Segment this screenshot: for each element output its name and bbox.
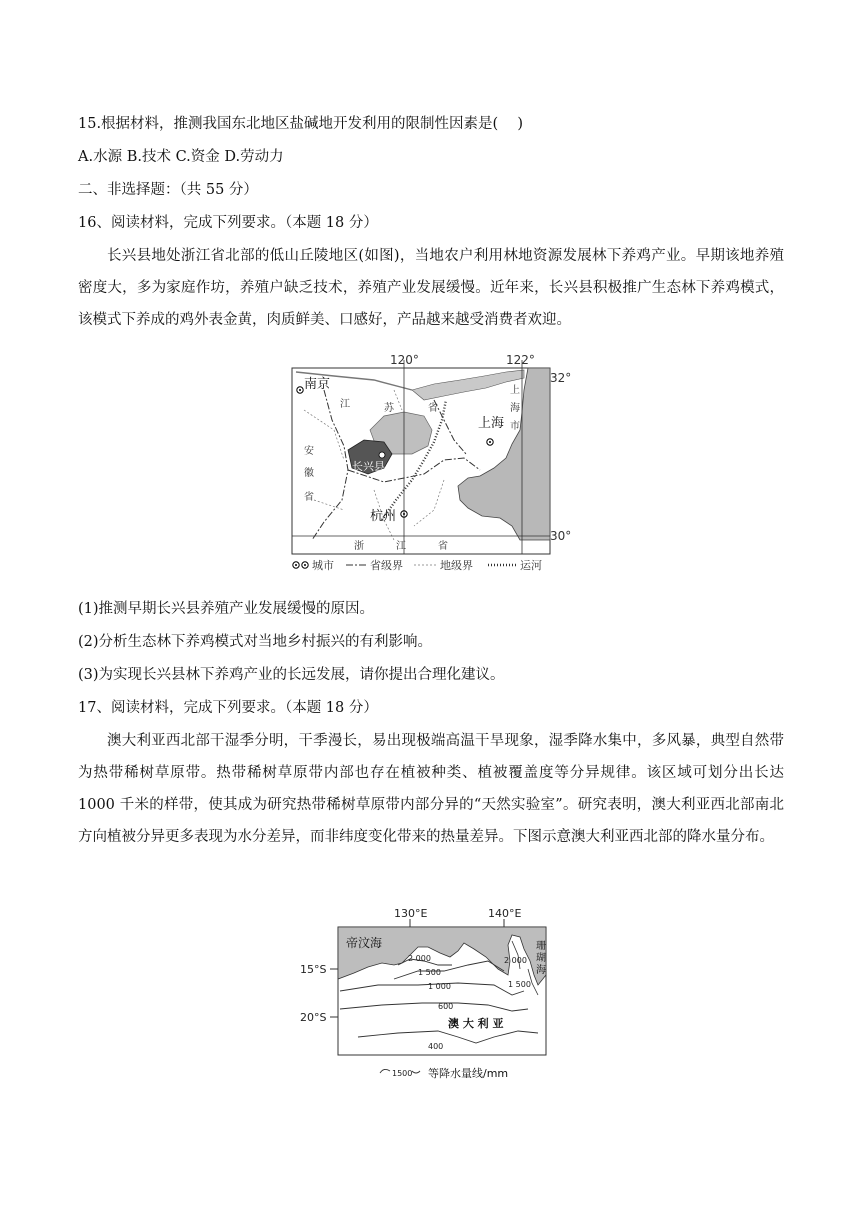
map1-jiangsu-2: 苏 xyxy=(384,403,394,414)
map1-lat-30: 30° xyxy=(550,529,572,543)
map1-shanghai-2: 海 xyxy=(510,403,520,414)
changxing-map xyxy=(284,350,574,578)
map1-legend-city: 城市 xyxy=(312,559,334,572)
map2-timor-sea: 帝汶海 xyxy=(346,936,383,950)
q16-material: 长兴县地处浙江省北部的低山丘陵地区(如图)，当地农户利用林地资源发展林下养鸡产业。早期该地养殖密度大，多为家庭作坊，养殖户缺乏技术，养殖产业发展缓慢。近年来，长兴县积极推广生态林下养鸡模式，该模式下养成的鸡外表金黄，肉质鲜美、口感好，产品越来越受消费者欢迎。 xyxy=(78,248,784,328)
map1-changxing: 长兴县 xyxy=(352,460,385,473)
map2-legend-text: 等降水量线/mm xyxy=(428,1067,509,1080)
q16-sub2: (2)分析生态林下养鸡模式对当地乡村振兴的有利影响。 xyxy=(78,634,433,650)
map1-nanjing: 南京 xyxy=(304,377,331,392)
map1-lat-32: 32° xyxy=(550,371,572,385)
map2-lon-140: 140°E xyxy=(488,907,522,920)
map2-iso-2000: 2 000 xyxy=(408,954,431,963)
map1-jiangsu-3: 省 xyxy=(428,403,438,414)
map2-coral-2: 瑚 xyxy=(536,953,546,964)
australia-precip-map xyxy=(298,905,568,1083)
map2-lat-20: 20°S xyxy=(300,1011,327,1024)
map2-iso-1000: 1 000 xyxy=(428,982,451,991)
map2-coral-1: 珊 xyxy=(536,941,546,952)
q15-options: A.水源 B.技术 C.资金 D.劳动力 xyxy=(78,149,284,165)
q16-sub1: (1)推测早期长兴县养殖产业发展缓慢的原因。 xyxy=(78,601,375,617)
q17-material: 澳大利亚西北部干湿季分明，干季漫长，易出现极端高温干旱现象，湿季降水集中，多风暴，典型自然带为热带稀树草原带。热带稀树草原带内部也存在植被种类、植被覆盖度等分异规律。该区域可划分出长达 1000 千米的样带，使其成为研究热带稀树草原带内部分异的“天然实验室”。研究表明，澳大利亚西北部南北方向植被分异更多表现为水分差异，而非纬度变化带来的热量差异。下图示意澳大利亚西北部的降水量分布。 xyxy=(78,733,784,845)
map1-shanghai-3: 市 xyxy=(510,421,520,432)
map2-iso-400: 400 xyxy=(428,1042,444,1051)
section-heading: 二、非选择题：（共 55 分） xyxy=(78,182,258,198)
map1-legend-prefecture: 地级界 xyxy=(440,559,473,572)
map2-iso-600: 600 xyxy=(438,1002,454,1011)
map1-legend-province: 省级界 xyxy=(370,559,403,572)
map1-shanghai: 上海 xyxy=(478,416,505,431)
map2-australia: 澳 大 利 亚 xyxy=(448,1017,504,1030)
q16-title: 16、阅读材料，完成下列要求。（本题 18 分） xyxy=(78,215,378,231)
map2-legend-sample: 1500 xyxy=(392,1069,413,1078)
map1-zhejiang-3: 省 xyxy=(438,541,448,552)
map1-anhui-2: 徽 xyxy=(304,468,314,479)
q17-title: 17、阅读材料，完成下列要求。（本题 18 分） xyxy=(78,700,378,716)
map1-lon-120: 120° xyxy=(390,353,419,367)
map1-anhui-3: 省 xyxy=(304,492,314,503)
q15-stem: 15.根据材料，推测我国东北地区盐碱地开发利用的限制性因素是( ) xyxy=(78,116,523,132)
map1-jiangsu-1: 江 xyxy=(340,399,350,410)
map2-iso-1500: 1 500 xyxy=(418,968,441,977)
map2-lat-15: 15°S xyxy=(300,963,327,976)
map2-iso-2000-east: 2 000 xyxy=(504,956,527,965)
map1-legend-canal: 运河 xyxy=(520,559,542,572)
map1-lon-122: 122° xyxy=(506,353,535,367)
map1-shanghai-1: 上 xyxy=(510,385,520,396)
map2-coral-3: 海 xyxy=(536,965,546,976)
q16-sub3: (3)为实现长兴县林下养鸡产业的长远发展，请你提出合理化建议。 xyxy=(78,667,505,683)
map2-lon-130: 130°E xyxy=(394,907,428,920)
map2-iso-1500-east: 1 500 xyxy=(508,980,531,989)
map1-anhui-1: 安 xyxy=(304,446,314,457)
map1-hangzhou: 杭州 xyxy=(370,509,397,524)
map1-zhejiang-1: 浙 xyxy=(354,541,364,552)
map1-zhejiang-2: 江 xyxy=(396,541,406,552)
